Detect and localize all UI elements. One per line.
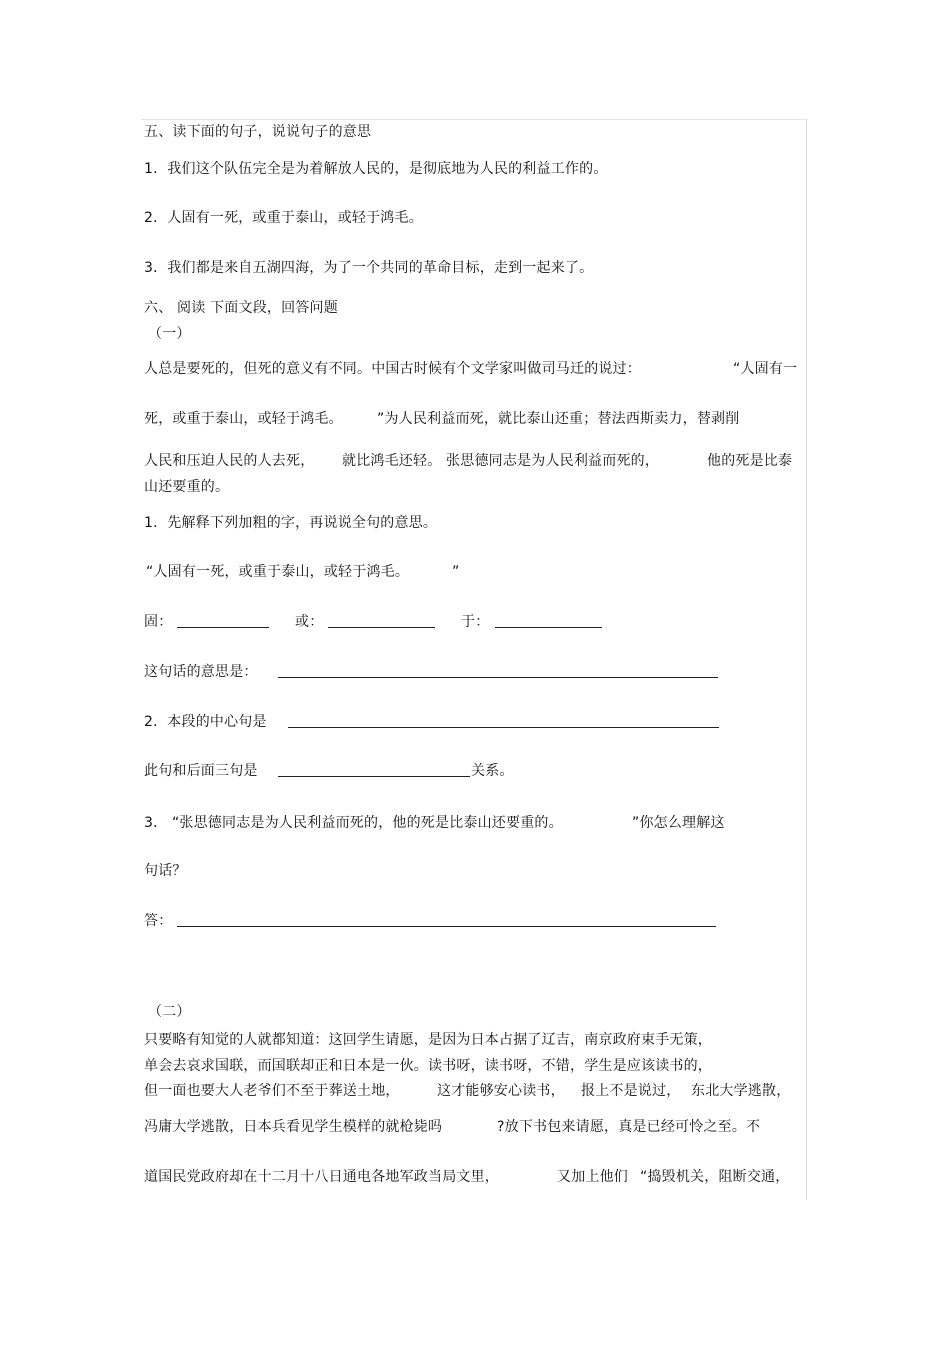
gu-answer-blank[interactable]	[177, 613, 269, 633]
section-six-title: 六、 阅读 下面文段，回答问题	[144, 300, 338, 316]
sentence-two: 2．人固有一死，或重于泰山，或轻于鸿毛。	[144, 210, 423, 226]
passage-two-line-3a: 但一面也要大人老爷们不至于葬送土地，	[144, 1083, 400, 1099]
passage-one-line-3a: 人民和压迫人民的人去死，	[144, 453, 315, 469]
passage-one-line-1b: “人固有一	[733, 361, 798, 377]
answer-label: 答：	[144, 913, 173, 929]
yu-label: 于：	[461, 614, 490, 630]
passage-one-line-3c: 他的死是比泰	[707, 453, 793, 469]
part-one-label: （一）	[148, 326, 191, 342]
passage-one-line-2a: 死，或重于泰山，或轻于鸿毛。	[144, 411, 343, 427]
quote-sentence: “人固有一死，或重于泰山，或轻于鸿毛。	[146, 564, 410, 580]
part-two-label: （二）	[148, 1004, 191, 1020]
huo-label: 或：	[295, 614, 324, 630]
section-five-title: 五、读下面的句子，说说句子的意思	[144, 124, 372, 140]
passage-two-line-5b: 又加上他们	[557, 1169, 628, 1185]
answer-blank[interactable]	[177, 912, 716, 932]
question-three-cont: 句话？	[144, 863, 187, 879]
relation-answer-blank[interactable]	[278, 762, 470, 782]
gu-label: 固：	[144, 614, 173, 630]
passage-two-line-3d: 东北大学逃散，	[691, 1083, 791, 1099]
question-three-tail: ”你怎么理解这	[632, 815, 725, 831]
passage-one-line-4: 山还要重的。	[144, 479, 230, 495]
passage-two-line-2: 单会去哀求国联，而国联却正和日本是一伙。读书呀，读书呀，不错，学生是应该读书的，	[144, 1058, 712, 1074]
sentence-one: 1．我们这个队伍完全是为着解放人民的，是彻底地为人民的利益工作的。	[144, 161, 608, 177]
relation-suffix: 关系。	[471, 763, 514, 779]
question-two: 2．本段的中心句是	[144, 714, 267, 730]
yu-answer-blank[interactable]	[495, 613, 602, 633]
passage-one-line-1a: 人总是要死的，但死的意义有不同。中国古时候有个文学家叫做司马迁的说过：	[144, 361, 641, 377]
meaning-answer-blank[interactable]	[278, 663, 718, 683]
question-three: 3． “张思德同志是为人民利益而死的，他的死是比泰山还要重的。	[144, 815, 563, 831]
passage-two-line-4a: 冯庸大学逃散，日本兵看见学生模样的就枪毙吗	[144, 1119, 443, 1135]
passage-two-line-1: 只要略有知觉的人就都知道：这回学生请愿，是因为日本占据了辽吉，南京政府束手无策，	[144, 1032, 712, 1048]
passage-two-line-3b: 这才能够安心读书，	[437, 1083, 565, 1099]
passage-two-line-5c: “捣毁机关，阻断交通，	[640, 1169, 790, 1185]
central-sentence-blank[interactable]	[288, 713, 719, 733]
sentence-three: 3．我们都是来自五湖四海，为了一个共同的革命目标，走到一起来了。	[144, 260, 594, 276]
passage-two-line-3c: 报上不是说过，	[581, 1083, 681, 1099]
question-one: 1．先解释下列加粗的字，再说说全句的意思。	[144, 515, 438, 531]
quote-close: ”	[452, 564, 460, 580]
relation-label: 此句和后面三句是	[144, 763, 258, 779]
huo-answer-blank[interactable]	[328, 613, 435, 633]
passage-two-line-4b: ?放下书包来请愿，真是已经可怜之至。不	[497, 1119, 761, 1135]
passage-one-line-3b: 就比鸿毛还轻。 张思德同志是为人民利益而死的，	[342, 453, 660, 469]
passage-one-line-2b: ”为人民利益而死，就比泰山还重；替法西斯卖力，替剥削	[377, 411, 740, 427]
passage-two-line-5a: 道国民党政府却在十二月十八日通电各地军政当局文里，	[144, 1169, 499, 1185]
meaning-label: 这句话的意思是：	[144, 664, 258, 680]
